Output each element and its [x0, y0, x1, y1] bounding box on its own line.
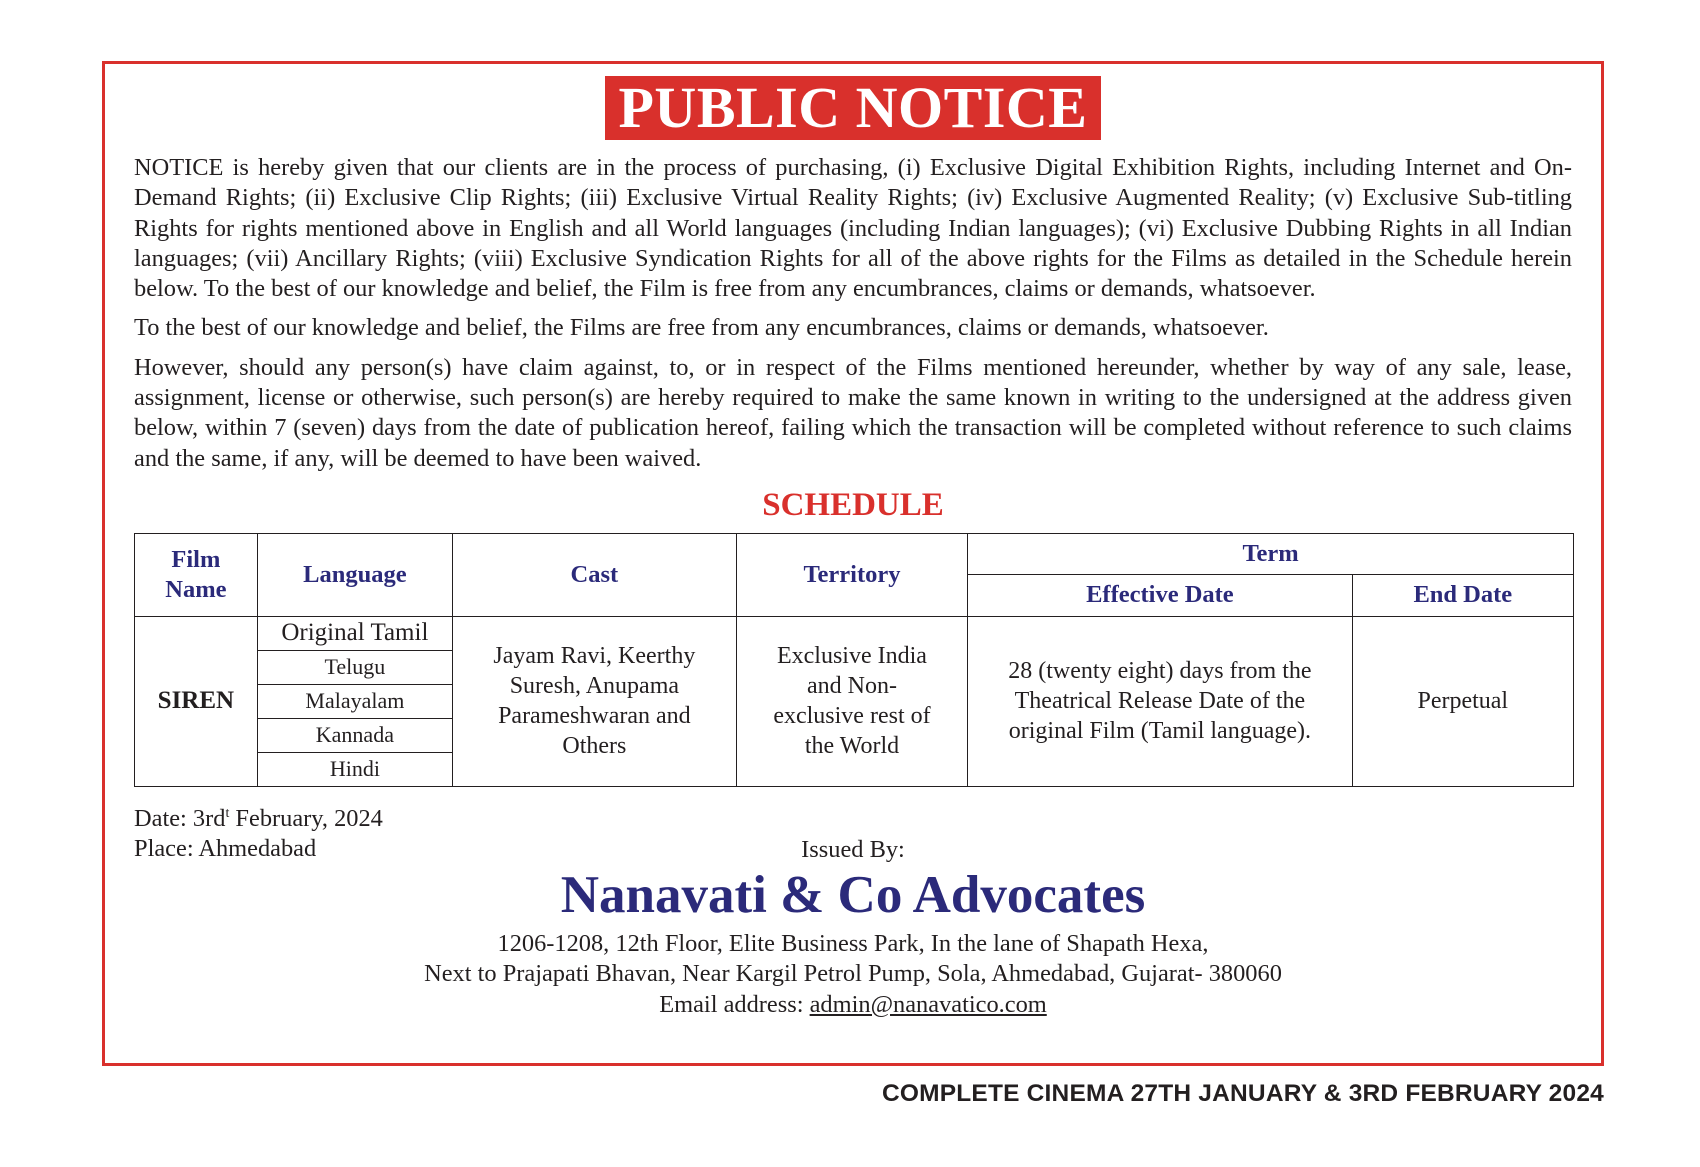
notice-paragraph-2: To the best of our knowledge and belief, the Films are free from any encumbrances, claims or demands, whatsoever.	[134, 314, 1269, 342]
header-film-name-line2: Name	[165, 575, 227, 603]
cast-line: Parameshwaran and	[498, 703, 691, 730]
date-rest: February, 2024	[229, 804, 383, 832]
issued-by-label: Issued By:	[801, 835, 905, 863]
language-cell: Original Tamil	[257, 616, 452, 650]
language-cell: Hindi	[257, 752, 452, 786]
end-date-cell: Perpetual	[1352, 616, 1573, 786]
header-end-date: End Date	[1352, 574, 1573, 616]
effective-date-line: original Film (Tamil language).	[1008, 718, 1311, 745]
effective-date-cell	[968, 616, 1352, 786]
issuer-section	[134, 787, 1572, 1017]
firm-name: Nanavati & Co Advocates	[560, 865, 1146, 924]
notice-frame	[102, 61, 1604, 1066]
cast-line: Suresh, Anupama	[509, 673, 680, 700]
header-film-name	[135, 533, 258, 616]
header-territory: Territory	[736, 533, 967, 616]
film-name-cell: SIREN	[135, 616, 258, 786]
effective-date-line: 28 (twenty eight) days from the	[1008, 658, 1312, 685]
header-effective-date: Effective Date	[968, 574, 1352, 616]
language-cell: Malayalam	[257, 684, 452, 718]
notice-paragraph-3: However, should any person(s) have claim against, to, or in respect of the Films mentioned hereunder, whether by way of any sale, lease, assignment, license or otherwise, such person(s) are hereby required to make the same known in writing to the undersigned at the address given below, within 7 (seven) days from the date of publication hereof, failing which the transaction will be completed without reference to such claims and the same, if any, will be deemed to have been waived.	[134, 353, 1572, 472]
schedule-table	[134, 533, 1574, 787]
territory-line: and Non-	[806, 673, 897, 700]
cast-line: Others	[562, 733, 627, 760]
notice-paragraph-1: NOTICE is hereby given that our clients are in the process of purchasing, (i) Exclusive Digital Exhibition Rights, including Internet and On-Demand Rights; (ii) Exclusive Clip Rights; (iii) Exclusive Virtual Reality Rights; (iv) Exclusive Augmented Reality; (v) Exclusive Sub-titling Rights for rights mentioned above in English and all World languages (including Indian languages); (vi) Exclusive Dubbing Rights in all Indian languages; (vii) Ancillary Rights; (viii) Exclusive Syndication Rights for all of the above rights for the Films as detailed in the Schedule herein below. To the best of our knowledge and belief, the Film is free from any encumbrances, claims or demands, whatsoever.	[134, 154, 1572, 303]
header-film-name-line1: Film	[171, 545, 221, 573]
schedule-heading: SCHEDULE	[762, 486, 944, 523]
territory-line: the World	[804, 733, 900, 760]
date-line	[134, 804, 383, 834]
date-superscript: t	[225, 805, 230, 821]
header-term: Term	[968, 533, 1574, 574]
email-label: Email address:	[659, 990, 810, 1018]
territory-line: exclusive rest of	[773, 703, 931, 730]
territory-cell	[736, 616, 967, 786]
email-line	[134, 990, 1572, 1021]
territory-line: Exclusive India	[776, 643, 927, 670]
date-prefix: Date: 3rd	[134, 804, 226, 832]
header-cast: Cast	[452, 533, 736, 616]
page-title: PUBLIC NOTICE	[605, 76, 1102, 140]
cast-line: Jayam Ravi, Keerthy	[493, 643, 696, 670]
email-link[interactable]: admin@nanavatico.com	[809, 990, 1047, 1018]
address-line-2: Next to Prajapati Bhavan, Near Kargil Petrol Pump, Sola, Ahmedabad, Gujarat- 380060	[424, 960, 1282, 988]
firm-address	[134, 929, 1572, 1021]
header-language: Language	[257, 533, 452, 616]
cast-cell	[452, 616, 736, 786]
notice-content	[134, 153, 1572, 1017]
address-line-1: 1206-1208, 12th Floor, Elite Business Park, In the lane of Shapath Hexa,	[497, 929, 1209, 957]
effective-date-line: Theatrical Release Date of the	[1014, 688, 1306, 715]
language-cell: Kannada	[257, 718, 452, 752]
table-row	[135, 616, 1574, 650]
language-cell: Telugu	[257, 650, 452, 684]
place-line: Place: Ahmedabad	[134, 834, 317, 862]
title-wrapper	[105, 76, 1601, 140]
publication-footer: COMPLETE CINEMA 27TH JANUARY & 3RD FEBRUARY 2024	[881, 1080, 1604, 1107]
